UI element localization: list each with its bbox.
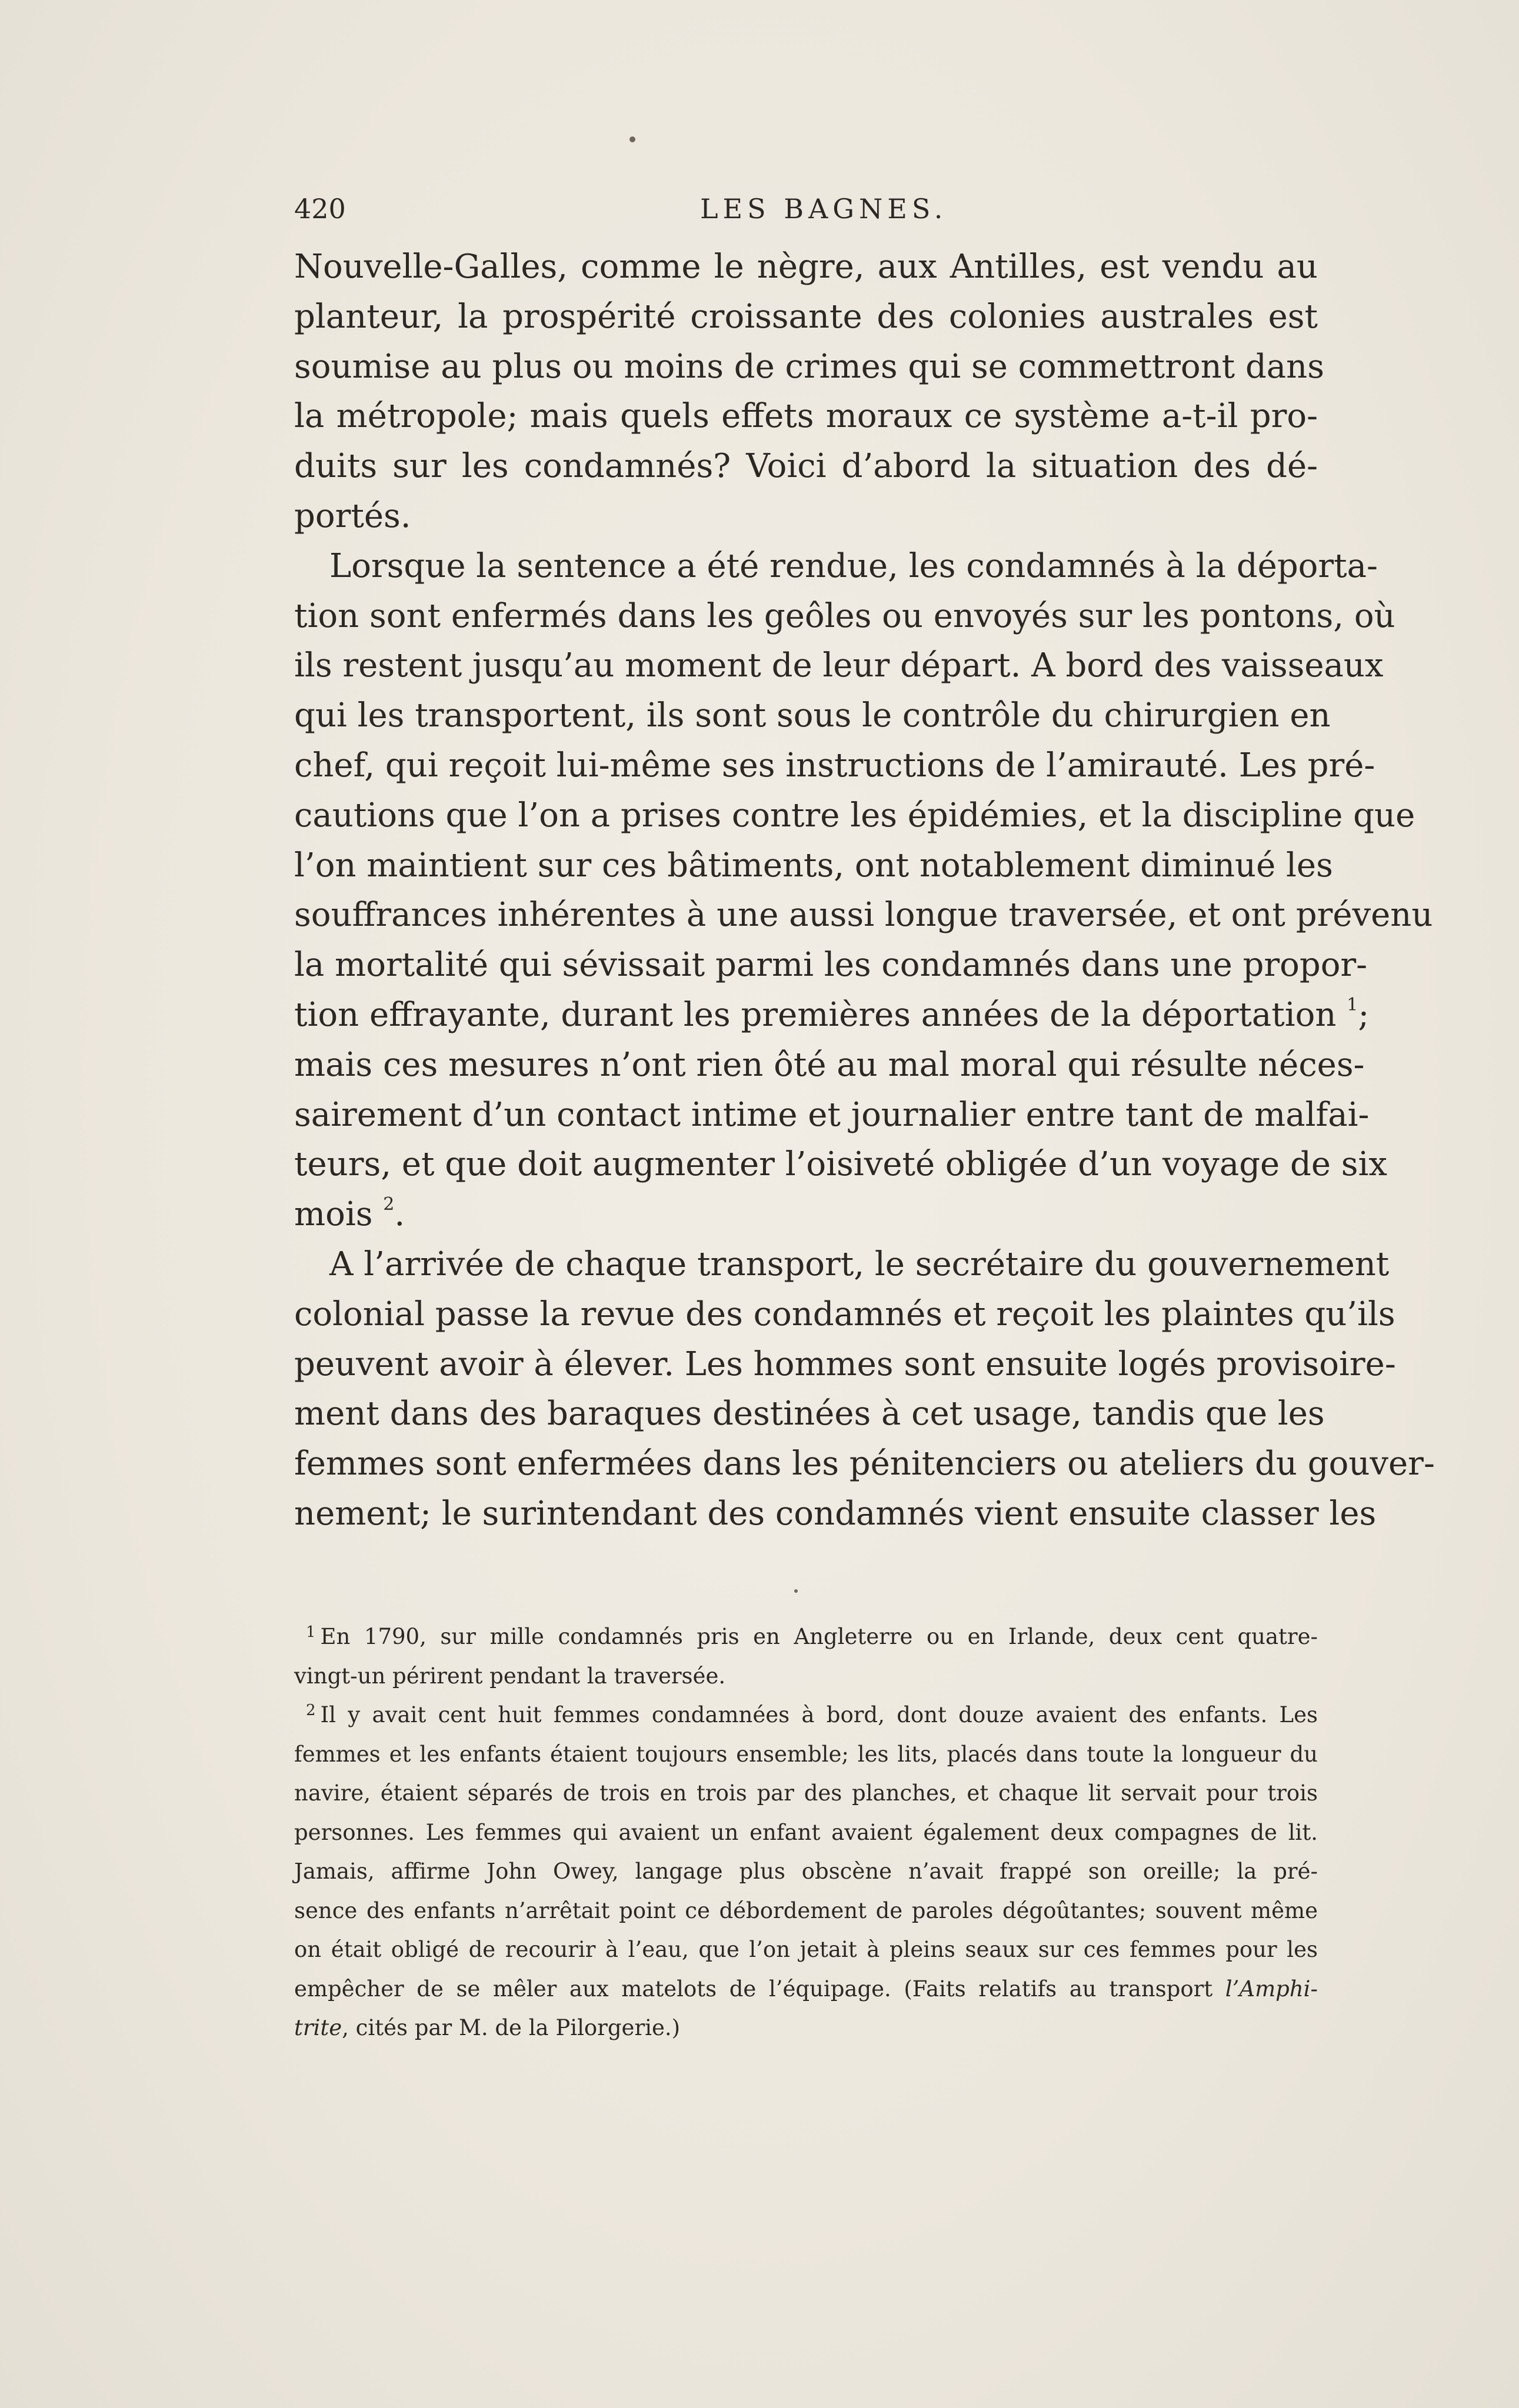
footnote-2-line: navire, étaient séparés de trois en trois par des planches, et chaque lit servait pour trois — [294, 1780, 1318, 1806]
text-line: A l’arrivée de chaque transport, le secrétaire du gouvernement — [329, 1245, 1390, 1283]
running-head — [294, 193, 1318, 234]
text-line: l’on maintient sur ces bâtiments, ont notablement diminué les — [294, 846, 1333, 885]
text-line: teurs, et que doit augmenter l’oisiveté obligée d’un voyage de six — [294, 1145, 1388, 1184]
text-line: chef, qui reçoit lui-même ses instructions de l’amirauté. Les pré- — [294, 746, 1375, 785]
text-line: souffrances inhérentes à une aussi longue traversée, et ont prévenu — [294, 896, 1433, 935]
footnote-2-line — [294, 1970, 1318, 2009]
footnote-2-line: on était obligé de recourir à l’eau, que l’on jetait à pleins seaux sur ces femmes pour les — [294, 1937, 1318, 1962]
text-line: portés. — [294, 496, 411, 535]
footnote-2-line — [294, 1696, 1318, 1735]
text-line: mois — [294, 1195, 373, 1234]
page-number: 420 — [294, 193, 346, 225]
footnote-2-line: personnes. Les femmes qui avaient un enfant avaient également deux compagnes de lit. — [294, 1819, 1318, 1845]
text-line: la métropole; mais quels effets moraux ce système a-t-il pro- — [294, 397, 1318, 436]
footnotes — [294, 1617, 1318, 2048]
text-line: cautions que l’on a prises contre les épidémies, et la discipline que — [294, 796, 1415, 835]
footnote-2-line — [294, 2009, 1318, 2048]
body-text — [294, 242, 1435, 1539]
footnote-1-line — [294, 1617, 1318, 1657]
paper-speck — [629, 136, 635, 142]
footnote-1-marker: 1 — [306, 1623, 316, 1641]
paper-speck — [794, 1589, 798, 1593]
text-line: soumise au plus ou moins de crimes qui se commettront dans — [294, 347, 1324, 386]
text-line: ment dans des baraques destinées à cet usage, tandis que les — [294, 1395, 1325, 1433]
text-line: tion effrayante, durant les premières années de la déportation — [294, 995, 1337, 1034]
footnote-ref-2[interactable]: 2 — [383, 1194, 395, 1215]
text-line: qui les transportent, ils sont sous le contrôle du chirurgien en — [294, 696, 1331, 735]
footnote-text: empêcher de se mêler aux matelots de l’équipage. (Faits relatifs au transport — [294, 1976, 1213, 2002]
footnote-text: En 1790, sur mille condamnés pris en Angleterre ou en Irlande, deux cent quatre- — [320, 1624, 1318, 1649]
text-line: femmes sont enfermées dans les pénitenciers ou ateliers du gouver- — [294, 1445, 1435, 1483]
text-line: mais ces mesures n’ont rien ôté au mal moral qui résulte néces- — [294, 1045, 1365, 1084]
text-line-with-note-ref — [294, 990, 1370, 1040]
footnote-text: Il y avait cent huit femmes condamnées à bord, dont douze avaient des enfants. Les — [320, 1702, 1318, 1727]
ship-name: trite — [294, 2015, 342, 2040]
footnote-2-marker: 2 — [306, 1702, 316, 1719]
text-line: nement; le surintendant des condamnés vient ensuite classer les — [294, 1494, 1377, 1533]
text-line: peuvent avoir à élever. Les hommes sont ensuite logés provisoire- — [294, 1345, 1396, 1383]
footnote-2-line: Jamais, affirme John Owey, langage plus obscène n’avait frappé son oreille; la pré- — [294, 1859, 1318, 1884]
text-line: Nouvelle-Galles, comme le nègre, aux Antilles, est vendu au — [294, 248, 1318, 286]
footnote-1-line: vingt-un périrent pendant la traversée. — [294, 1663, 726, 1689]
footnote-2-line: femmes et les enfants étaient toujours ensemble; les lits, placés dans toute la longueur du — [294, 1741, 1318, 1767]
text-line: duits sur les condamnés? Voici d’abord la situation des dé- — [294, 447, 1318, 486]
note-ref-punct: ; — [1358, 995, 1370, 1034]
text-line: tion sont enfermés dans les geôles ou envoyés sur les pontons, où — [294, 596, 1395, 635]
text-line: la mortalité qui sévissait parmi les condamnés dans une propor- — [294, 946, 1368, 985]
footnote-text: , cités par M. de la Pilorgerie.) — [342, 2015, 681, 2040]
text-line-with-note-ref — [294, 1190, 1318, 1240]
text-line: sairement d’un contact intime et journalier entre tant de malfai- — [294, 1095, 1370, 1134]
footnote-2-line: sence des enfants n’arrêtait point ce débordement de paroles dégoûtantes; souvent même — [294, 1897, 1318, 1923]
text-line: planteur, la prospérité croissante des colonies australes est — [294, 297, 1318, 336]
running-title: LES BAGNES. — [700, 193, 948, 225]
ship-name: l’Amphi- — [1225, 1976, 1318, 2002]
text-line: Lorsque la sentence a été rendue, les condamnés à la déporta- — [329, 546, 1378, 585]
note-ref-punct: . — [394, 1195, 405, 1234]
text-line: colonial passe la revue des condamnés et reçoit les plaintes qu’ils — [294, 1295, 1395, 1333]
footnote-ref-1[interactable]: 1 — [1347, 994, 1358, 1015]
text-line: ils restent jusqu’au moment de leur départ. A bord des vaisseaux — [294, 646, 1384, 685]
